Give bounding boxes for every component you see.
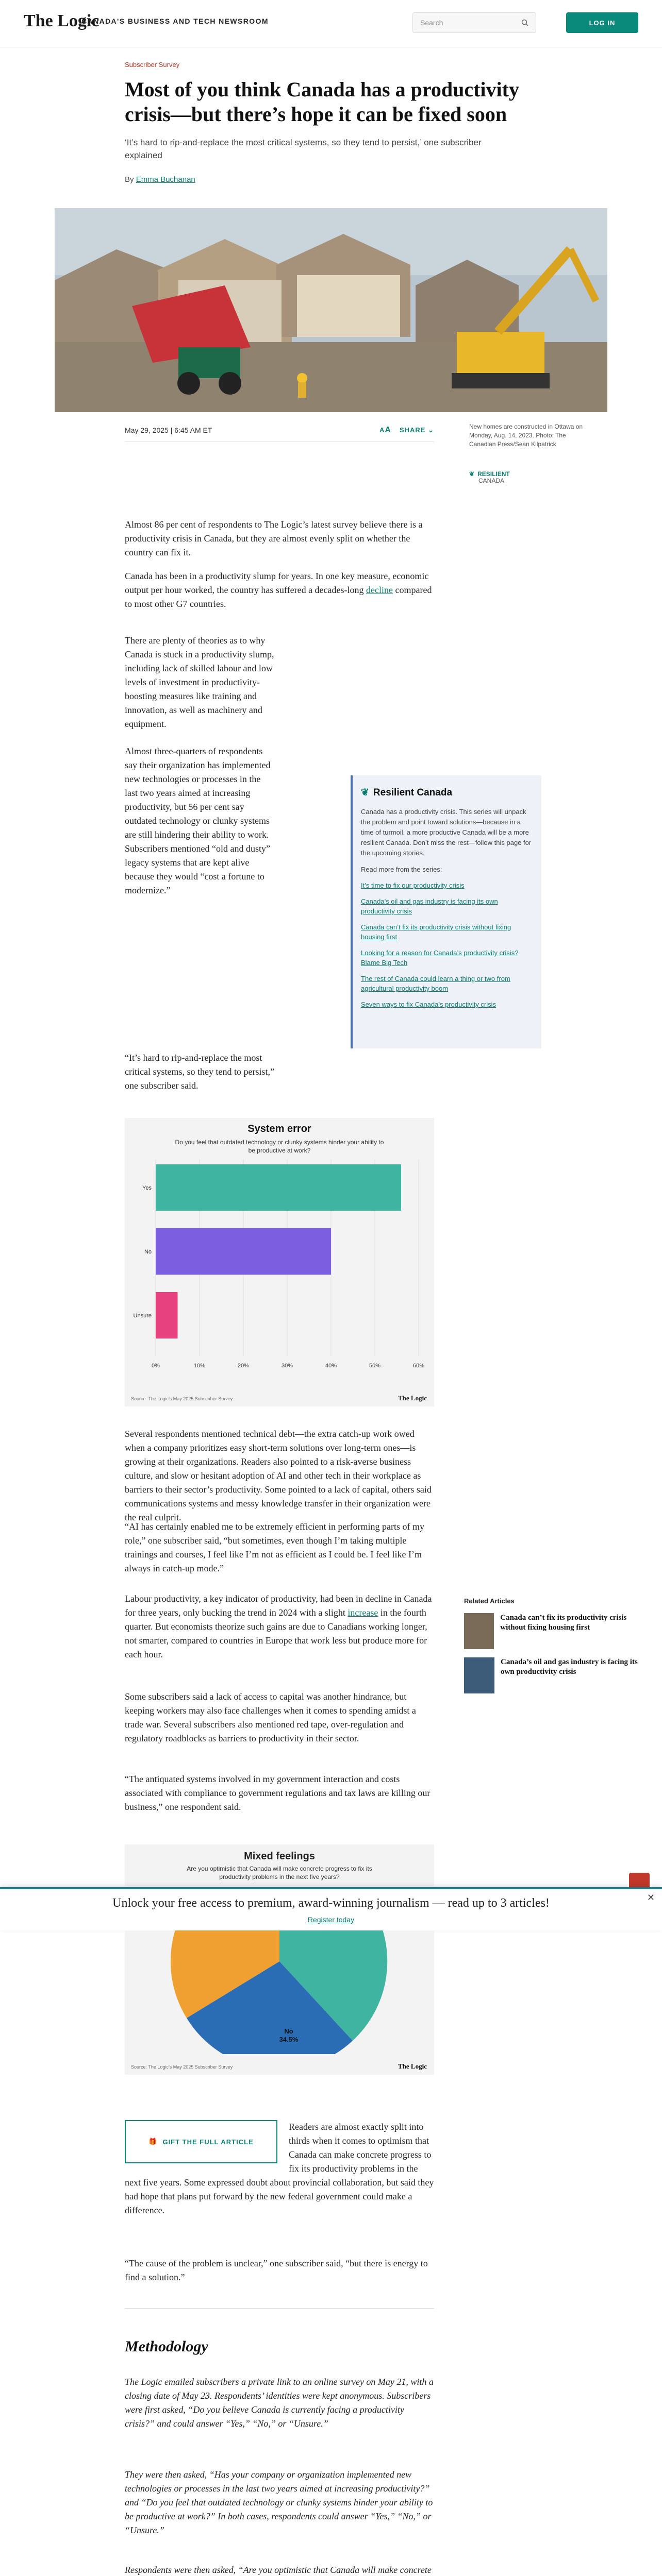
bar <box>156 1164 401 1211</box>
related-articles <box>464 1597 644 1702</box>
series-read-more: Read more from the series: <box>361 866 442 873</box>
pie-chart <box>125 1930 434 2075</box>
series-link[interactable]: Looking for a reason for Canada’s productivity crisis? Blame Big Tech <box>361 949 519 967</box>
bar <box>156 1292 178 1338</box>
increase-link[interactable]: increase <box>347 1607 378 1618</box>
paywall-text: Unlock your free access to premium, award-winning journalism — read up to 3 articles! <box>112 1896 550 1910</box>
publish-date: May 29, 2025 | 6:45 AM ET <box>125 426 212 434</box>
bar-chart-plot <box>125 1149 434 1386</box>
chart-title: System error <box>247 1123 311 1134</box>
leaf-icon: ❦ <box>469 470 475 478</box>
chart-title: Mixed feelings <box>244 1851 315 1862</box>
paragraph: “The antiquated systems involved in my government interaction and costs associated with compliance to government regulations and tax laws are killing our business,” one respondent said. <box>125 1774 431 1812</box>
series-title: ❦ Resilient Canada <box>361 787 453 798</box>
related-title[interactable]: Canada’s oil and gas industry is facing its own productivity crisis <box>501 1658 638 1676</box>
pie-value: 34.5% <box>279 2036 299 2043</box>
pie-chart-header <box>125 1844 434 1886</box>
decline-link[interactable]: decline <box>366 585 393 595</box>
paragraph: “AI has certainly enabled me to be extremely efficient in performing parts of my role,” one subscriber said, “but sometimes, even though I’m taking multiple trainings and courses, I feel like I’m not as efficient as I could be. I feel like I’m always in catch-up mode.” <box>125 1521 424 1573</box>
bar <box>156 1228 331 1275</box>
x-tick-label: 10% <box>193 1363 206 1369</box>
related-heading: Related Articles <box>464 1597 515 1605</box>
author-link[interactable]: Emma Buchanan <box>136 175 195 184</box>
chevron-down-icon: ⌄ <box>428 426 434 434</box>
series-link[interactable]: The rest of Canada could learn a thing or two from agricultural productivity boom <box>361 975 510 992</box>
search-icon <box>521 19 528 26</box>
register-link[interactable]: Register today <box>307 1916 355 1924</box>
y-tick-label: No <box>144 1249 152 1255</box>
chart-source: Source: The Logic’s May 2025 Subscriber Survey <box>131 2064 233 2070</box>
search-placeholder: Search <box>420 19 443 27</box>
series-link[interactable]: It’s time to fix our productivity crisis <box>361 882 465 889</box>
share-controls <box>379 426 434 435</box>
gift-icon: 🎁 <box>148 2138 158 2145</box>
article-title: Most of you think Canada has a productivity crisis—but there’s hope it can be fixed soon <box>125 78 519 126</box>
methodology-paragraph: They were then asked, “Has your company or organization implemented new technologies or processes in the last two years aimed at increasing productivity?” and “Do you feel that outdated technology or clunky systems hinder your ability to be productive at work?” In both cases, respondents could answer “Yes,” “No,” or “Unsure.” <box>125 2469 433 2535</box>
hero-image <box>55 208 607 412</box>
x-tick-label: 20% <box>237 1363 250 1369</box>
site-header <box>0 0 662 47</box>
x-tick-label: 30% <box>281 1363 293 1369</box>
paragraph: Almost three-quarters of respondents say their organization has implemented new technologies or processes in the last two years aimed at increasing productivity, but 56 per cent say outdated technology or clunky systems are still hindering their ability to work. Subscribers mentioned “old and dusty” legacy systems that are kept alive because they would “cost a fortune to modernize.” <box>125 746 271 895</box>
series-link[interactable]: Canada’s oil and gas industry is facing its own productivity crisis <box>361 897 498 915</box>
methodology-paragraph: Respondents were then asked, “Are you optimistic that Canada will make concrete <box>125 2565 432 2575</box>
chart-source: Source: The Logic’s May 2025 Subscriber Survey <box>131 1396 233 1401</box>
paywall-banner <box>0 1887 662 1930</box>
x-tick-label: 40% <box>325 1363 337 1369</box>
close-icon[interactable]: ✕ <box>647 1892 655 1903</box>
paragraph: “The cause of the problem is unclear,” one subscriber said, “but there is energy to find a solution.” <box>125 2258 428 2282</box>
x-tick-label: 0% <box>152 1363 160 1369</box>
leaf-icon: ❦ <box>361 787 369 798</box>
pie-label: No <box>284 2027 293 2035</box>
related-thumbnail <box>464 1657 494 1693</box>
paragraph: Readers are almost exactly split into thirds when it comes to optimism that Canada can make concrete progress to fix its productivity problems in the next five years. Some expressed doubt about provincial collaboration, but said they had hope that plans put forward by the new federal government could make a difference. <box>125 2122 434 2215</box>
paragraph: “It’s hard to rip-and-replace the most critical systems, so they tend to persist,” one subscriber said. <box>125 1053 274 1091</box>
series-link[interactable]: Seven ways to fix Canada’s productivity crisis <box>361 1001 496 1008</box>
byline-prefix: By <box>125 175 134 184</box>
pie-chart-plot <box>125 1930 434 2075</box>
byline <box>125 175 195 184</box>
x-tick-label: 60% <box>412 1363 425 1369</box>
paragraph: Several respondents mentioned technical debt—the extra catch-up work owed when a company prioritizes easy short-term solutions over long-term ones—is growing at their organizations. Readers also pointed to a risk-averse business culture, and slow or hesitant adoption of AI and other tech in their workplace as barriers to their sector’s productivity. Some pointed to a lack of capital, others said communications systems and messy knowledge transfer in their organization were the real culprit. <box>125 1429 432 1522</box>
article-meta-bar <box>125 418 434 442</box>
paragraph: Labour productivity, a key indicator of productivity, had been in decline in Canada for three years, only bucking the trend in 2024 with a slight increase in the fourth quarter. But economists theorize such gains are due to Canadians working longer, not smarter, compared to countries in Europe that work less but produce more for each hour. <box>125 1594 432 1659</box>
series-box <box>351 775 541 1048</box>
site-tagline: CANADA'S BUSINESS AND TECH NEWSROOM <box>81 17 269 25</box>
chart-brand: The Logic <box>398 2062 427 2070</box>
gift-article-button[interactable]: 🎁 GIFT THE FULL ARTICLE <box>125 2120 277 2163</box>
chart-subtitle: Do you feel that outdated technology or clunky systems hinder your ability to be productive at work? <box>175 1139 384 1154</box>
y-tick-label: Unsure <box>133 1313 152 1319</box>
site-logo[interactable]: The Logic <box>24 11 100 30</box>
article-dek: ‘It’s hard to rip-and-replace the most critical systems, so they tend to persist,’ one subscriber explained <box>125 138 482 160</box>
paragraph: Some subscribers said a lack of access to capital was another hindrance, but keeping workers may also face challenges when it comes to spending amidst a trade war. Several subscribers also mentioned red tape, over-regulation and regulatory roadblocks as barriers to productivity in their sector. <box>125 1691 416 1743</box>
share-button[interactable]: SHARE ⌄ <box>399 426 434 434</box>
y-tick-label: Yes <box>142 1185 152 1191</box>
related-item[interactable] <box>464 1657 644 1693</box>
paragraph: There are plenty of theories as to why Canada is stuck in a productivity slump, including lack of skilled labour and low levels of investment in productivity-boosting measures like training and innovation, as well as machinery and equipment. <box>125 635 274 729</box>
font-size-icon[interactable]: AA <box>379 425 391 434</box>
series-link[interactable]: Canada can’t fix its productivity crisis without fixing housing first <box>361 923 511 941</box>
methodology-heading: Methodology <box>125 2338 208 2355</box>
related-item[interactable] <box>464 1613 644 1649</box>
chart-brand: The Logic <box>398 1394 427 1402</box>
paragraph: Almost 86 per cent of respondents to The Logic’s latest survey believe there is a productivity crisis in Canada, but they are almost evenly split on whether the country can fix it. <box>125 519 423 557</box>
article-kicker[interactable]: Subscriber Survey <box>125 61 180 69</box>
photo-caption: New homes are constructed in Ottawa on Monday, Aug. 14, 2023. Photo: The Canadian Press/Sean Kilpatrick <box>469 423 583 448</box>
login-button[interactable]: LOG IN <box>566 12 638 33</box>
series-intro: Canada has a productivity crisis. This series will unpack the problem and point toward solutions—because in a time of turmoil, a more productive Canada will be a more resilient Canada. Don’t miss the rest—follow this page for the upcoming stories. <box>361 808 532 857</box>
related-thumbnail <box>464 1613 494 1649</box>
resilient-canada-badge[interactable]: ❦ RESILIENT CANADA <box>469 470 510 484</box>
divider <box>125 2308 434 2309</box>
bar-chart <box>125 1118 434 1406</box>
related-title[interactable]: Canada can’t fix its productivity crisis without fixing housing first <box>500 1614 627 1632</box>
x-tick-label: 50% <box>369 1363 381 1369</box>
search-input[interactable] <box>412 12 536 33</box>
methodology-paragraph: The Logic emailed subscribers a private link to an online survey on May 21, with a closing date of May 23. Respondents’ identities were kept anonymous. Subscribers were first asked, “Do you believe Canada is currently facing a productivity crisis?” and could answer “Yes,” “No,” or “Unsure.” <box>125 2377 434 2429</box>
paragraph: Canada has been in a productivity slump for years. In one key measure, economic output per hour worked, the country has suffered a decades-long decline compared to most other G7 countries. <box>125 571 432 609</box>
chart-subtitle: Are you optimistic that Canada will make concrete progress to fix its productivity problems in the next five years? <box>187 1865 372 1880</box>
